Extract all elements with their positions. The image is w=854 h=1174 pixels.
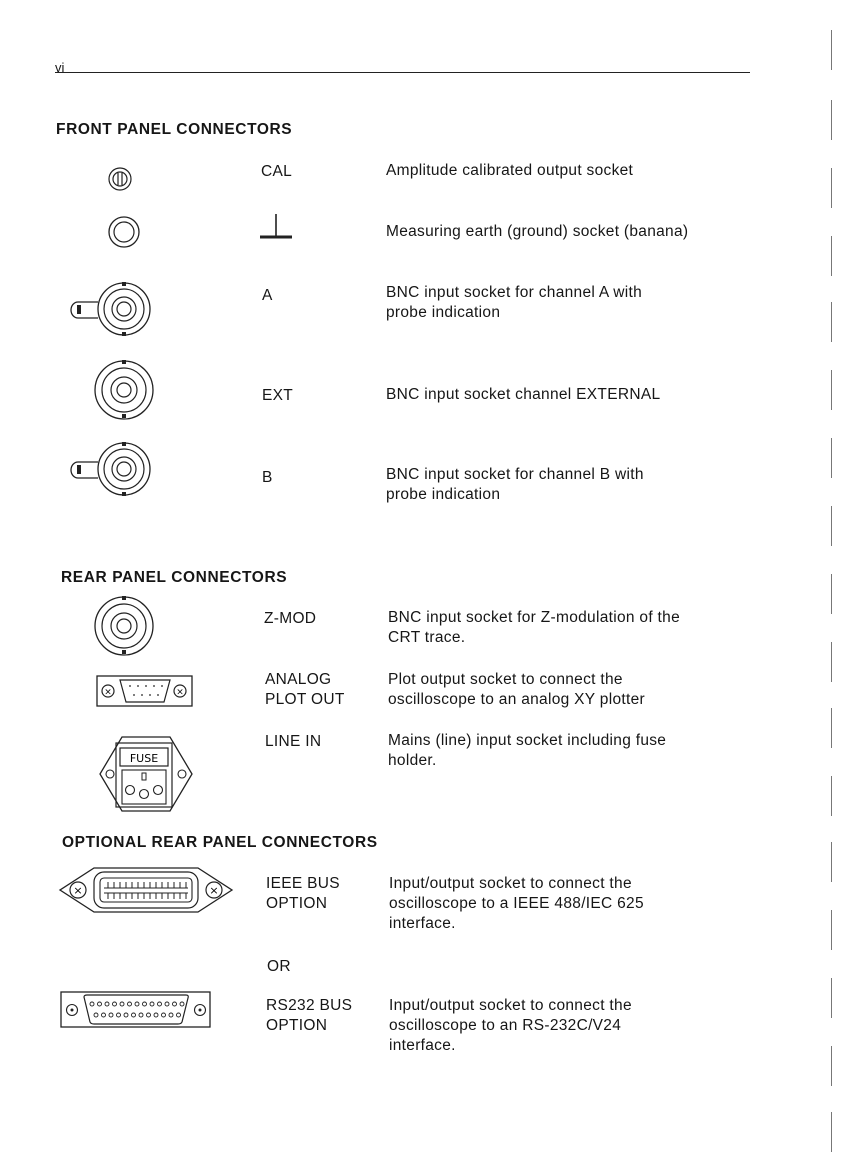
bnc-channel-a-icon (70, 280, 160, 340)
page-edge-mark (831, 910, 832, 950)
svg-text:×: × (209, 884, 219, 897)
page-edge-mark (831, 978, 832, 1018)
page-edge-mark (831, 30, 832, 70)
line-in-label: LINE IN (265, 733, 322, 750)
cal-socket-icon (106, 165, 134, 193)
analog-plot-label: ANALOG PLOT OUT (265, 671, 345, 708)
ext-description: BNC input socket channel EXTERNAL (386, 386, 661, 403)
ground-description: Measuring earth (ground) socket (banana) (386, 223, 689, 240)
page-edge-mark (831, 168, 832, 208)
mains-fuse-socket-icon (98, 734, 194, 814)
cal-label: CAL (261, 163, 293, 180)
fuse-text: FUSE (129, 752, 159, 765)
page-edge-mark (831, 506, 832, 546)
ext-label: EXT (262, 387, 294, 404)
ground-symbol-icon (258, 212, 294, 242)
header-rule (55, 72, 750, 73)
page-edge-mark (831, 574, 832, 614)
page-edge-mark (831, 708, 832, 748)
channel-b-description: BNC input socket for channel B with probe indication (386, 466, 644, 503)
banana-socket-icon (104, 212, 144, 252)
page-edge-mark (831, 438, 832, 478)
svg-text:×: × (176, 687, 184, 698)
bnc-zmod-icon (92, 594, 156, 658)
analog-plot-description: Plot output socket to connect the oscilloscope to an analog XY plotter (388, 671, 645, 708)
cal-description: Amplitude calibrated output socket (386, 162, 634, 179)
dsub-9-connector-icon (96, 673, 194, 711)
dsub-25-connector-icon (60, 990, 212, 1030)
zmod-label: Z-MOD (264, 610, 317, 627)
bnc-channel-b-icon (70, 440, 160, 500)
rs232-label: RS232 BUS OPTION (266, 997, 353, 1034)
page-edge-mark (831, 776, 832, 816)
channel-a-description: BNC input socket for channel A with probe indication (386, 284, 643, 321)
svg-text:×: × (104, 687, 112, 698)
page-number: vi (55, 60, 65, 75)
rear-panel-title: REAR PANEL CONNECTORS (61, 569, 288, 586)
front-panel-title: FRONT PANEL CONNECTORS (56, 121, 293, 138)
channel-b-label: B (262, 469, 273, 486)
channel-a-label: A (262, 287, 273, 304)
page-edge-mark (831, 842, 832, 882)
page-edge-mark (831, 100, 832, 140)
rs232-description: Input/output socket to connect the oscilloscope to an RS-232C/V24 interface. (389, 997, 632, 1054)
page-edge-mark (831, 1046, 832, 1086)
page-edge-mark (831, 302, 832, 342)
optional-rear-panel-title: OPTIONAL REAR PANEL CONNECTORS (62, 834, 378, 851)
page-edge-mark (831, 1112, 832, 1152)
ieee-label: IEEE BUS OPTION (266, 875, 340, 912)
page-edge-mark (831, 236, 832, 276)
zmod-description: BNC input socket for Z-modulation of the CRT trace. (388, 609, 680, 646)
svg-text:×: × (73, 884, 83, 897)
page-edge-mark (831, 370, 832, 410)
bnc-ext-icon (92, 358, 156, 422)
line-in-description: Mains (line) input socket including fuse holder. (388, 732, 667, 769)
or-separator: OR (267, 958, 291, 975)
page-edge-mark (831, 642, 832, 682)
ieee-description: Input/output socket to connect the oscilloscope to a IEEE 488/IEC 625 interface. (389, 875, 644, 932)
ieee-connector-icon (58, 864, 234, 916)
